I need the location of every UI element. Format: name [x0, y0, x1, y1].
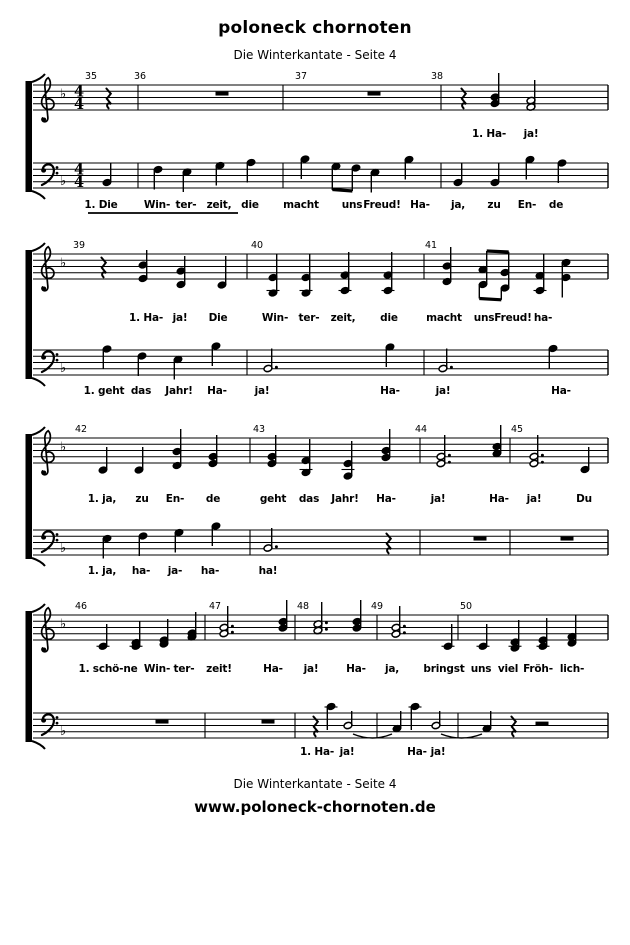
- augmentation-dot: [541, 461, 544, 464]
- augmentation-dot: [403, 625, 406, 628]
- lyric-syllable: ja,: [384, 663, 400, 675]
- lyric-syllable: ja!: [254, 385, 270, 397]
- time-signature-top: 4: [74, 83, 85, 101]
- lyric-syllable: die: [380, 312, 398, 324]
- lyric-syllable: En-: [517, 199, 537, 211]
- beam: [332, 190, 352, 192]
- lyric-syllable: de: [205, 493, 221, 505]
- lyric-syllable: viel: [497, 663, 519, 675]
- lyric-syllable: Ha-: [380, 385, 400, 397]
- augmentation-dot: [325, 628, 328, 631]
- lyric-syllable: zeit,: [330, 312, 356, 324]
- system-bracket: [26, 611, 33, 742]
- tie: [353, 734, 392, 738]
- lyric-syllable: geht: [259, 493, 287, 505]
- lyric-syllable: ja!: [430, 746, 446, 758]
- bracket-hook-top: [32, 427, 45, 435]
- lyric-syllable: das: [130, 385, 152, 397]
- augmentation-dot: [448, 454, 451, 457]
- lyric-syllable: Ha-: [410, 199, 430, 211]
- lyric-syllable: ha-: [533, 312, 553, 324]
- bracket-hook-bottom: [32, 378, 45, 386]
- lyric-syllable: Freud!: [363, 199, 401, 211]
- lyric-syllable: ha-: [131, 565, 151, 577]
- lyric-syllable: Ha-: [407, 746, 427, 758]
- lyric-syllable: zeit!: [206, 663, 232, 675]
- bracket-hook-top: [32, 243, 45, 251]
- lyric-syllable: Win-: [143, 199, 171, 211]
- flat-sign: ♭: [60, 541, 67, 556]
- tie: [441, 734, 482, 738]
- half-rest: [536, 722, 549, 726]
- footer-subtitle: Die Winterkantate - Seite 4: [233, 777, 397, 791]
- lyric-syllable: ja!: [435, 385, 451, 397]
- lyric-syllable: ter-: [175, 199, 197, 211]
- lyric-syllable: 1. geht: [83, 385, 125, 397]
- whole-rest: [368, 92, 381, 96]
- lyric-syllable: uns: [341, 199, 363, 211]
- lyric-syllable: ter-: [298, 312, 320, 324]
- bracket-hook-bottom: [32, 558, 45, 566]
- whole-rest: [156, 720, 169, 724]
- time-signature-bottom: 4: [74, 96, 85, 113]
- augmentation-dot: [448, 461, 451, 464]
- lyric-syllable: Ha-: [489, 493, 509, 505]
- lyric-syllable: Ha-: [207, 385, 227, 397]
- time-signature-bottom: 4: [74, 174, 85, 191]
- measure-number: 41: [424, 240, 438, 251]
- lyric-syllable: ja!: [303, 663, 319, 675]
- augmentation-dot: [231, 631, 234, 634]
- lyric-syllable: Die: [208, 312, 228, 324]
- measure-number: 43: [252, 424, 266, 435]
- beam: [487, 251, 509, 252]
- lyric-syllable: ja!: [172, 312, 188, 324]
- measure-number: 37: [294, 71, 308, 82]
- lyric-syllable: Ha-: [376, 493, 396, 505]
- measure-number: 44: [414, 424, 428, 435]
- system-bracket: [26, 81, 33, 192]
- lyric-syllable: ja!: [339, 746, 355, 758]
- augmentation-dot: [231, 625, 234, 628]
- lyric-syllable: Ha-: [346, 663, 366, 675]
- lyric-syllable: zu: [487, 199, 501, 211]
- lyric-syllable: 1. Ha-: [300, 746, 334, 758]
- flat-sign: ♭: [60, 87, 67, 102]
- lyric-syllable: 1. ja,: [87, 493, 117, 505]
- whole-rest: [216, 92, 229, 96]
- time-signature-top: 4: [74, 161, 85, 179]
- measure-number: 48: [296, 601, 310, 612]
- lyric-syllable: de: [548, 199, 564, 211]
- flat-sign: ♭: [60, 440, 67, 455]
- system-bracket: [26, 250, 33, 379]
- beam: [479, 299, 501, 300]
- measure-number: 50: [459, 601, 473, 612]
- measure-number: 42: [74, 424, 88, 435]
- page-footer: [0, 777, 630, 816]
- flat-sign: ♭: [60, 174, 67, 189]
- lyric-syllable: ter-: [173, 663, 195, 675]
- measure-number: 38: [430, 71, 444, 82]
- measure-number: 35: [84, 71, 98, 82]
- lyric-syllable: das: [298, 493, 320, 505]
- treble-clef: [42, 608, 54, 652]
- lyric-syllable: Freud!: [494, 312, 532, 324]
- measure-number: 45: [510, 424, 524, 435]
- lyric-syllable: zu: [135, 493, 149, 505]
- lyric-syllable: Win-: [143, 663, 171, 675]
- lyric-syllable: 1. schö-ne: [78, 663, 138, 675]
- augmentation-dot: [450, 366, 453, 369]
- lyric-syllable: lich-: [559, 663, 585, 675]
- lyric-syllable: zeit,: [206, 199, 232, 211]
- lyric-syllable: Ha-: [551, 385, 571, 397]
- lyric-syllable: macht: [426, 312, 462, 324]
- augmentation-dot: [325, 621, 328, 624]
- whole-rest: [474, 537, 487, 541]
- lyric-syllable: uns: [470, 663, 492, 675]
- lyric-syllable: ja!: [523, 128, 539, 140]
- flat-sign: ♭: [60, 256, 67, 271]
- page-subtitle: Die Winterkantate - Seite 4: [233, 48, 397, 62]
- augmentation-dot: [275, 366, 278, 369]
- lyric-syllable: Ha-: [263, 663, 283, 675]
- treble-clef: [42, 78, 54, 122]
- lyric-syllable: ja-: [167, 565, 183, 577]
- lyric-syllable: macht: [283, 199, 319, 211]
- page-title: poloneck chornoten: [218, 18, 412, 38]
- lyric-syllable: Du: [576, 493, 592, 505]
- lyric-syllable: Win-: [261, 312, 289, 324]
- lyric-syllable: bringst: [423, 663, 465, 675]
- measure-number: 39: [72, 240, 86, 251]
- lyric-syllable: En-: [165, 493, 185, 505]
- flat-sign: ♭: [60, 724, 67, 739]
- augmentation-dot: [403, 631, 406, 634]
- bracket-hook-top: [32, 604, 45, 612]
- lyric-syllable: ja!: [430, 493, 446, 505]
- lyric-syllable: Jahr!: [331, 493, 359, 505]
- lyric-syllable: ha!: [258, 565, 278, 577]
- lyric-syllable: ja!: [526, 493, 542, 505]
- treble-clef: [42, 247, 54, 291]
- lyric-syllable: 1. Ha-: [472, 128, 506, 140]
- lyric-syllable: 1. Ha-: [129, 312, 163, 324]
- measure-number: 46: [74, 601, 88, 612]
- measure-number: 40: [250, 240, 264, 251]
- bracket-hook-bottom: [32, 741, 45, 749]
- footer-website: www.poloneck-chornoten.de: [194, 798, 436, 816]
- whole-rest: [262, 720, 275, 724]
- bracket-hook-bottom: [32, 191, 45, 199]
- lyric-syllable: Jahr!: [165, 385, 193, 397]
- flat-sign: ♭: [60, 361, 67, 376]
- system-bracket: [26, 434, 33, 559]
- lyric-syllable: die: [241, 199, 259, 211]
- lyric-syllable: 1. ja,: [87, 565, 117, 577]
- lyric-syllable: uns: [473, 312, 495, 324]
- measure-number: 36: [133, 71, 147, 82]
- augmentation-dot: [541, 454, 544, 457]
- lyric-syllable: 1. Die: [84, 199, 118, 211]
- measure-number: 49: [370, 601, 384, 612]
- augmentation-dot: [275, 545, 278, 548]
- whole-rest: [561, 537, 574, 541]
- treble-clef: [42, 431, 54, 475]
- measure-number: 47: [208, 601, 222, 612]
- lyric-syllable: ja,: [450, 199, 466, 211]
- flat-sign: ♭: [60, 617, 67, 632]
- lyric-syllable: Fröh-: [523, 663, 553, 675]
- lyric-syllable: ha-: [200, 565, 220, 577]
- bracket-hook-top: [32, 74, 45, 82]
